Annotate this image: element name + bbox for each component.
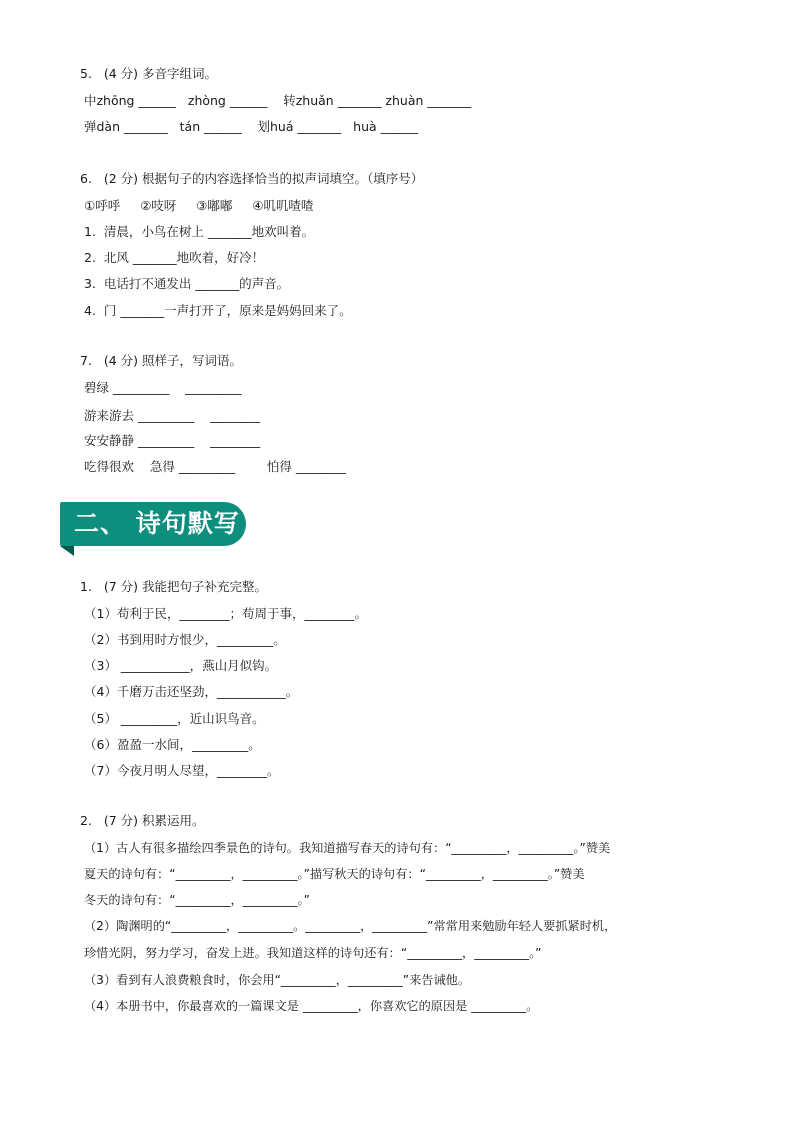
- section-heading: 二、 诗句默写: [74, 509, 240, 538]
- question-item: （5） _________，近山识鸟音。: [84, 711, 265, 726]
- question-title: 2. (7 分) 积累运用。: [80, 813, 205, 828]
- question-item: （6）盈盈一水间，_________。: [84, 737, 261, 752]
- question-5-row-2: 弹dàn _______ tán ______ 划huá _______ huà ______: [84, 119, 419, 134]
- question-5-title: 5. (4 分) 多音字组词。: [80, 66, 217, 81]
- question-title: 1. (7 分) 我能把句子补充完整。: [80, 579, 268, 594]
- question-item: （3） ___________，燕山月似钩。: [84, 658, 278, 673]
- question-line: 珍惜光阴，努力学习，奋发上进。我知道这样的诗句还有：“_________，_________。”: [84, 946, 542, 960]
- question-line: （2）陶渊明的“_________，_________。_________，_________”常常用来勉励年轻人要抓紧时机，: [84, 919, 617, 933]
- question-6-item: 2. 北风 _______地吹着，好冷！: [84, 250, 265, 265]
- question-6-item: 1. 清晨，小鸟在树上 _______地欢叫着。: [84, 224, 315, 239]
- question-6-title: 6. (2 分) 根据句子的内容选择恰当的拟声词填空。（填序号）: [80, 171, 424, 186]
- question-6-item: 4. 门 _______一声打开了，原来是妈妈回来了。: [84, 303, 352, 318]
- section-heading-banner: [60, 502, 246, 546]
- question-line: （3）看到有人浪费粮食时，你会用“_________，_________”来告诫他。: [84, 973, 471, 987]
- question-item: （1）苟利于民，________；苟周于事，________。: [84, 606, 367, 621]
- question-7-title: 7. (4 分) 照样子，写词语。: [80, 353, 242, 368]
- banner-fold-shadow: [60, 546, 74, 556]
- question-6-item: 3. 电话打不通发出 _______的声音。: [84, 276, 290, 291]
- question-line: （1）古人有很多描绘四季景色的诗句。我知道描写春天的诗句有：“_________，_________。”赞美: [84, 841, 611, 855]
- question-6-options: ①呼呼 ②吱呀 ③嘟嘟 ④叽叽喳喳: [84, 198, 314, 213]
- question-item: （4）千磨万击还坚劲，___________。: [84, 684, 299, 699]
- question-7-row: 安安静静 _________ ________: [84, 433, 261, 448]
- question-7-row: 碧绿 _________ _________: [84, 380, 242, 395]
- question-line: 夏天的诗句有：“_________，_________。”描写秋天的诗句有：“_________，_________。”赞美: [84, 867, 585, 881]
- question-5-row-1: 中zhōng ______ zhòng ______ 转zhuǎn _______ zhuàn _______: [84, 93, 472, 108]
- question-line: （4）本册书中，你最喜欢的一篇课文是 _________，你喜欢它的原因是 _________。: [84, 999, 539, 1013]
- question-item: （7）今夜月明人尽望，________。: [84, 763, 280, 778]
- question-7-row: 吃得很欢 急得 _________ 怕得 ________: [84, 459, 346, 474]
- question-line: 冬天的诗句有：“_________，_________。”: [84, 893, 310, 907]
- question-item: （2）书到用时方恨少，_________。: [84, 632, 286, 647]
- question-7-row: 游来游去 _________ ________: [84, 408, 261, 423]
